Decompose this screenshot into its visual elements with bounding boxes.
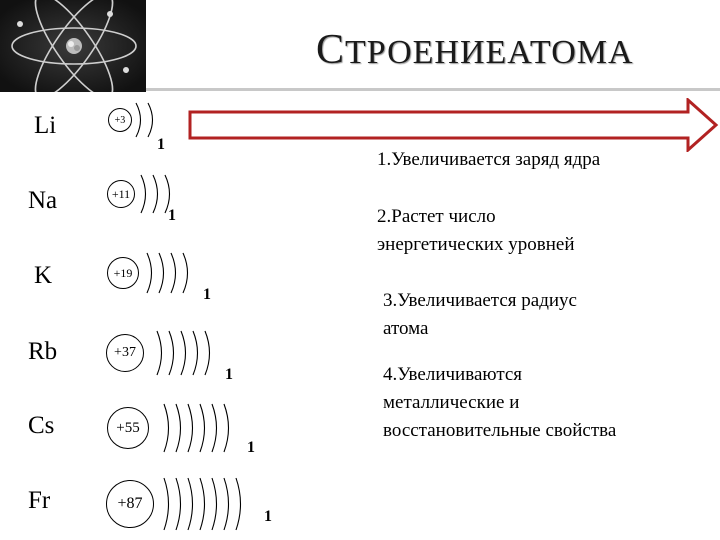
electron-shell-arc — [176, 478, 181, 530]
arrow-icon — [188, 98, 720, 152]
property-4-line-3: восстановительные свойства — [383, 420, 617, 441]
nucleus-charge: +55 — [107, 407, 149, 449]
element-symbol: Rb — [28, 338, 58, 365]
property-3 — [383, 287, 577, 343]
element-symbol: Na — [28, 187, 58, 214]
title-first-letter: С — [316, 27, 346, 73]
electron-shell-arc — [212, 478, 217, 530]
property-3-line-2: атома — [383, 318, 429, 339]
property-4-line-1: 4.Увеличиваются — [383, 364, 523, 385]
nucleus-charge: +11 — [107, 180, 135, 208]
property-4 — [383, 361, 616, 445]
nucleus-charge: +3 — [108, 108, 132, 132]
valence-electrons: 1 — [157, 136, 165, 153]
electron-shell-arc — [224, 478, 229, 530]
nucleus-charge: +87 — [106, 480, 154, 528]
property-4-line-2: металлические и — [383, 392, 520, 413]
element-symbol: Fr — [28, 487, 51, 514]
element-symbol: Cs — [28, 412, 55, 439]
property-2 — [377, 203, 575, 259]
element-symbol: K — [34, 262, 53, 289]
nucleus-charge: +37 — [106, 334, 144, 372]
valence-electrons: 1 — [264, 508, 272, 525]
nucleus-charge: +19 — [107, 257, 139, 289]
valence-electrons: 1 — [225, 366, 233, 383]
valence-electrons: 1 — [247, 439, 255, 456]
electron-shell-arc — [236, 478, 241, 530]
property-1 — [377, 146, 600, 174]
property-1-line-1: 1.Увеличивается заряд ядра — [377, 149, 601, 170]
property-2-line-1: 2.Растет число — [377, 206, 496, 227]
electron-shell-arc — [200, 478, 205, 530]
electron-shell-arc — [188, 478, 193, 530]
title-rest: ТРОЕНИЕАТОМА — [345, 34, 634, 71]
valence-electrons: 1 — [168, 207, 176, 224]
valence-electrons: 1 — [203, 286, 211, 303]
property-3-line-1: 3.Увеличивается радиус — [383, 290, 577, 311]
electron-shell-arc — [164, 478, 169, 530]
property-2-line-2: энергетических уровней — [377, 234, 575, 255]
element-symbol: Li — [34, 112, 57, 139]
